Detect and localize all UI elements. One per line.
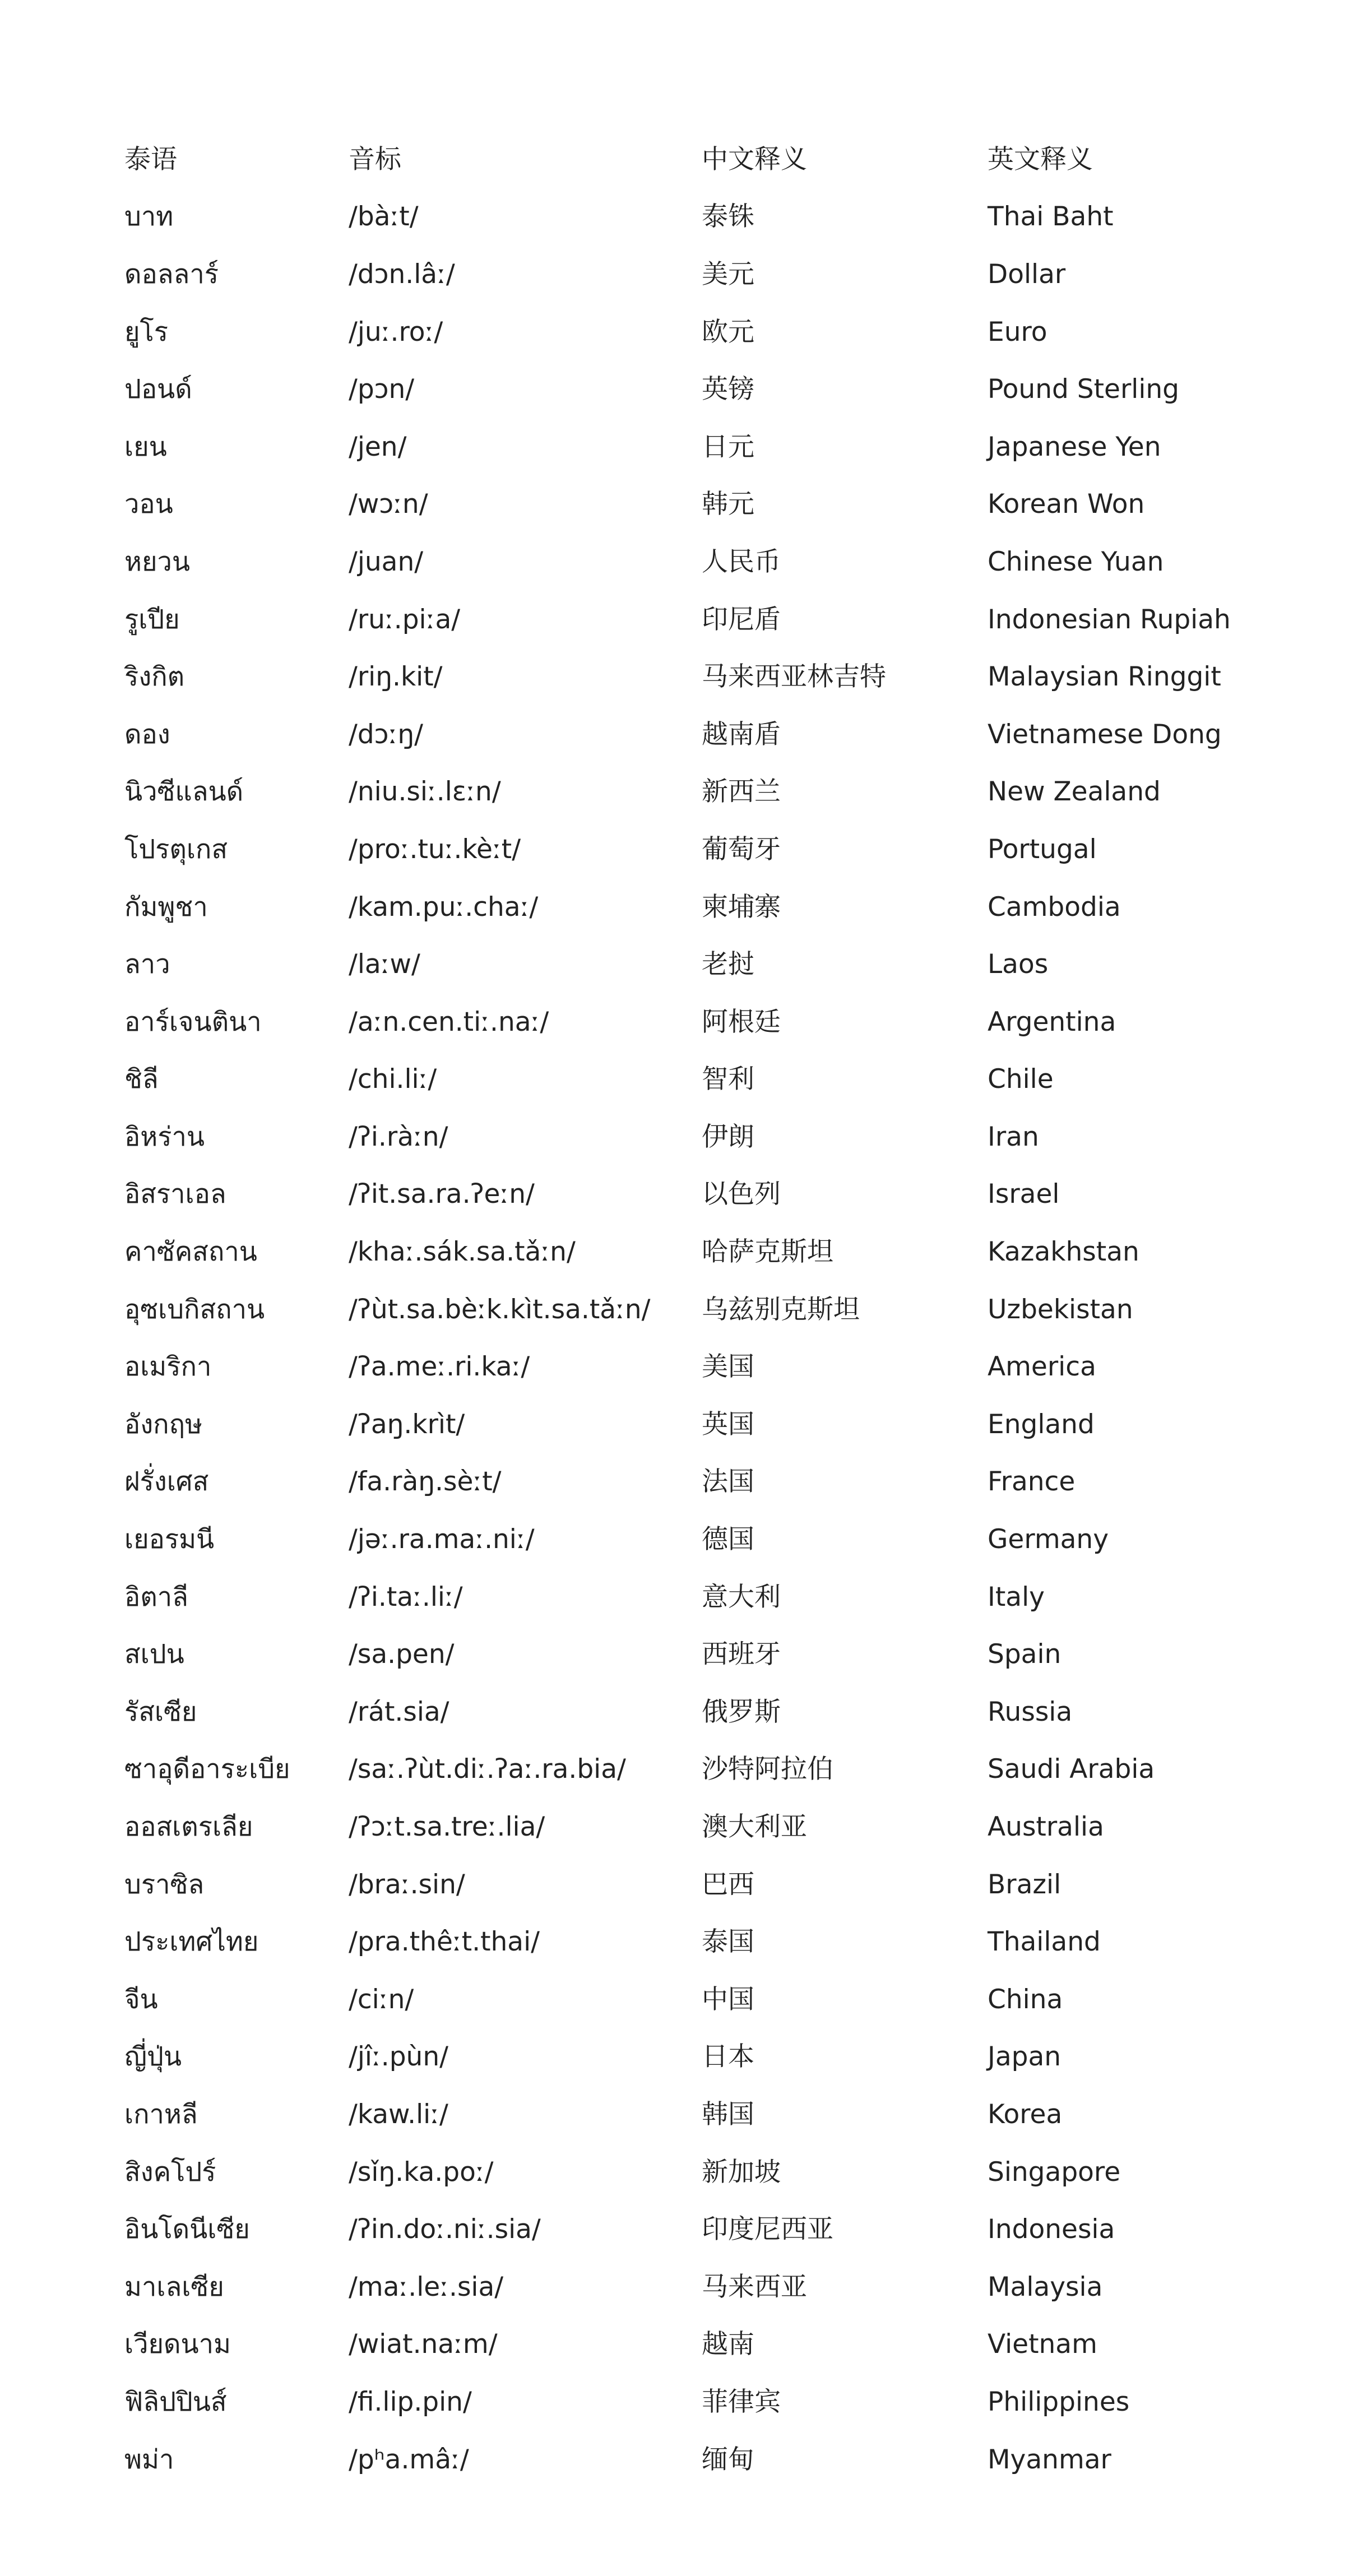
cell-phonetic: /juan/	[349, 546, 424, 577]
cell-thai: ซาอุดีอาระเบีย	[124, 1754, 290, 1785]
cell-chinese-meaning: 阿根廷	[702, 1006, 781, 1037]
cell-thai: รูเปีย	[124, 604, 180, 635]
cell-thai: ฝรั่งเศส	[124, 1466, 209, 1498]
cell-english-meaning: Myanmar	[988, 2444, 1111, 2475]
cell-phonetic: /dɔn.lâː/	[349, 258, 455, 290]
cell-phonetic: /kam.puː.chaː/	[349, 891, 539, 923]
cell-chinese-meaning: 英镑	[702, 374, 754, 405]
table-row	[124, 245, 1273, 303]
cell-phonetic: /pʰa.mâː/	[349, 2444, 469, 2475]
cell-thai: ลาว	[124, 949, 170, 980]
table-row	[124, 1568, 1273, 1626]
header-phonetic: 音标	[349, 143, 401, 175]
table-row	[124, 360, 1273, 418]
cell-english-meaning: Vietnam	[988, 2329, 1097, 2360]
cell-phonetic: /ʔi.taː.liː/	[349, 1581, 463, 1613]
table-row	[124, 1453, 1273, 1511]
cell-chinese-meaning: 人民币	[702, 546, 781, 577]
cell-phonetic: /jîː.pùn/	[349, 2041, 448, 2073]
cell-chinese-meaning: 新西兰	[702, 776, 781, 808]
cell-chinese-meaning: 日元	[702, 431, 754, 462]
header-thai: 泰语	[124, 143, 177, 175]
cell-chinese-meaning: 缅甸	[702, 2444, 754, 2475]
cell-chinese-meaning: 葡萄牙	[702, 833, 781, 865]
cell-english-meaning: Malaysia	[988, 2271, 1103, 2302]
cell-phonetic: /khaː.sák.sa.tǎːn/	[349, 1236, 576, 1268]
cell-thai: สิงคโปร์	[124, 2156, 216, 2188]
cell-chinese-meaning: 英国	[702, 1409, 754, 1440]
cell-chinese-meaning: 德国	[702, 1524, 754, 1555]
cell-chinese-meaning: 柬埔寨	[702, 891, 781, 923]
cell-chinese-meaning: 澳大利亚	[702, 1811, 807, 1843]
table-row	[124, 1108, 1273, 1166]
cell-phonetic: /ʔit.sa.ra.ʔeːn/	[349, 1179, 535, 1210]
cell-phonetic: /ʔi.ràːn/	[349, 1121, 448, 1152]
cell-chinese-meaning: 西班牙	[702, 1639, 781, 1670]
cell-thai: บาท	[124, 201, 174, 233]
table-row	[124, 418, 1273, 476]
table-row	[124, 533, 1273, 591]
cell-phonetic: /ʔɔːt.sa.treː.lia/	[349, 1811, 545, 1843]
cell-chinese-meaning: 印度尼西亚	[702, 2214, 833, 2245]
cell-chinese-meaning: 智利	[702, 1064, 754, 1095]
cell-thai: มาเลเซีย	[124, 2271, 224, 2302]
table-row	[124, 1396, 1273, 1453]
table-row	[124, 1223, 1273, 1281]
cell-thai: ริงกิต	[124, 661, 185, 693]
cell-english-meaning: Uzbekistan	[988, 1294, 1133, 1325]
cell-thai: ยูโร	[124, 316, 169, 348]
cell-phonetic: /jen/	[349, 431, 407, 462]
cell-thai: ฟิลิปปินส์	[124, 2386, 227, 2417]
cell-english-meaning: Korean Won	[988, 489, 1145, 520]
cell-chinese-meaning: 泰铢	[702, 201, 754, 233]
table-row	[124, 1971, 1273, 2028]
cell-chinese-meaning: 美元	[702, 258, 754, 290]
cell-chinese-meaning: 伊朗	[702, 1121, 754, 1152]
cell-english-meaning: New Zealand	[988, 776, 1161, 808]
cell-phonetic: /braː.sin/	[349, 1869, 465, 1900]
cell-phonetic: /niu.siː.lɛːn/	[349, 776, 501, 808]
cell-english-meaning: Dollar	[988, 258, 1066, 290]
cell-english-meaning: Iran	[988, 1121, 1039, 1152]
table-row	[124, 2431, 1273, 2489]
cell-phonetic: /proː.tuː.kèːt/	[349, 833, 521, 865]
cell-english-meaning: Argentina	[988, 1006, 1116, 1037]
cell-phonetic: /ʔùt.sa.bèːk.kìt.sa.tǎːn/	[349, 1294, 651, 1325]
table-row	[124, 763, 1273, 821]
cell-thai: หยวน	[124, 546, 191, 577]
cell-phonetic: /kaw.liː/	[349, 2098, 448, 2130]
table-row	[124, 1798, 1273, 1856]
cell-phonetic: /ʔaŋ.krìt/	[349, 1409, 465, 1440]
cell-phonetic: /ciːn/	[349, 1984, 414, 2015]
cell-phonetic: /ʔin.doː.niː.sia/	[349, 2214, 541, 2245]
cell-english-meaning: Pound Sterling	[988, 374, 1180, 405]
cell-chinese-meaning: 马来西亚林吉特	[702, 661, 886, 693]
cell-thai: ญี่ปุ่น	[124, 2041, 182, 2073]
cell-chinese-meaning: 意大利	[702, 1581, 781, 1613]
cell-thai: อิตาลี	[124, 1581, 188, 1613]
cell-chinese-meaning: 越南盾	[702, 719, 781, 750]
cell-thai: อิหร่าน	[124, 1121, 205, 1152]
cell-english-meaning: Brazil	[988, 1869, 1062, 1900]
table-row	[124, 1625, 1273, 1683]
table-row	[124, 935, 1273, 993]
cell-thai: อุซเบกิสถาน	[124, 1294, 265, 1325]
cell-english-meaning: America	[988, 1351, 1096, 1383]
cell-chinese-meaning: 乌兹别克斯坦	[702, 1294, 860, 1325]
cell-thai: รัสเซีย	[124, 1696, 197, 1727]
cell-phonetic: /pra.thêːt.thai/	[349, 1926, 540, 1958]
table-row	[124, 2028, 1273, 2086]
cell-chinese-meaning: 中国	[702, 1984, 754, 2015]
vocabulary-table	[124, 131, 1273, 2488]
cell-chinese-meaning: 韩元	[702, 489, 754, 520]
cell-thai: อินโดนีเซีย	[124, 2214, 250, 2245]
cell-thai: โปรตุเกส	[124, 833, 228, 865]
table-row	[124, 706, 1273, 763]
cell-thai: คาซัคสถาน	[124, 1236, 257, 1268]
cell-english-meaning: Italy	[988, 1581, 1045, 1613]
table-row	[124, 1338, 1273, 1396]
cell-chinese-meaning: 泰国	[702, 1926, 754, 1958]
table-row	[124, 1281, 1273, 1338]
cell-phonetic: /bàːt/	[349, 201, 419, 233]
cell-english-meaning: Israel	[988, 1179, 1060, 1210]
table-row	[124, 648, 1273, 706]
table-row	[124, 1741, 1273, 1799]
table-row	[124, 188, 1273, 246]
header-english-meaning: 英文释义	[988, 143, 1093, 175]
cell-english-meaning: Japan	[988, 2041, 1062, 2073]
table-row	[124, 878, 1273, 936]
cell-english-meaning: Thailand	[988, 1926, 1101, 1958]
cell-english-meaning: Germany	[988, 1524, 1109, 1555]
cell-chinese-meaning: 马来西亚	[702, 2271, 807, 2302]
table-header	[124, 131, 1273, 188]
cell-english-meaning: Saudi Arabia	[988, 1754, 1155, 1785]
cell-thai: อเมริกา	[124, 1351, 212, 1383]
cell-thai: พม่า	[124, 2444, 174, 2475]
cell-thai: ชิลี	[124, 1064, 159, 1095]
table-row	[124, 2316, 1273, 2374]
cell-english-meaning: Russia	[988, 1696, 1073, 1727]
table-row	[124, 1051, 1273, 1109]
cell-chinese-meaning: 韩国	[702, 2098, 754, 2130]
header-row	[124, 131, 1273, 188]
cell-phonetic: /fi.lip.pin/	[349, 2386, 472, 2417]
table-row	[124, 821, 1273, 878]
table-row	[124, 2373, 1273, 2431]
cell-chinese-meaning: 俄罗斯	[702, 1696, 781, 1727]
cell-phonetic: /dɔːŋ/	[349, 719, 423, 750]
cell-english-meaning: Thai Baht	[988, 201, 1114, 233]
cell-phonetic: /ʔa.meː.ri.kaː/	[349, 1351, 530, 1383]
table-row	[124, 1511, 1273, 1568]
cell-thai: ปอนด์	[124, 374, 192, 405]
cell-english-meaning: Chile	[988, 1064, 1054, 1095]
table-row	[124, 2143, 1273, 2201]
cell-chinese-meaning: 越南	[702, 2329, 754, 2360]
cell-english-meaning: Spain	[988, 1639, 1062, 1670]
cell-thai: กัมพูชา	[124, 891, 208, 923]
cell-english-meaning: Singapore	[988, 2156, 1121, 2188]
cell-chinese-meaning: 法国	[702, 1466, 754, 1498]
cell-phonetic: /maː.leː.sia/	[349, 2271, 504, 2302]
cell-thai: เยน	[124, 431, 167, 462]
cell-english-meaning: Portugal	[988, 833, 1097, 865]
cell-chinese-meaning: 欧元	[702, 316, 754, 348]
cell-thai: นิวซีแลนด์	[124, 776, 244, 808]
cell-thai: ดอลลาร์	[124, 258, 219, 290]
cell-thai: เวียดนาม	[124, 2329, 231, 2360]
cell-english-meaning: Indonesia	[988, 2214, 1115, 2245]
cell-phonetic: /wiat.naːm/	[349, 2329, 498, 2360]
cell-phonetic: /wɔːn/	[349, 489, 428, 520]
cell-chinese-meaning: 菲律宾	[702, 2386, 781, 2417]
table-body	[124, 188, 1273, 2489]
header-chinese-meaning: 中文释义	[702, 143, 807, 175]
cell-chinese-meaning: 新加坡	[702, 2156, 781, 2188]
cell-thai: ประเทศไทย	[124, 1926, 259, 1958]
cell-phonetic: /saː.ʔùt.diː.ʔaː.ra.bia/	[349, 1754, 626, 1785]
cell-thai: วอน	[124, 489, 173, 520]
cell-thai: ดอง	[124, 719, 170, 750]
cell-english-meaning: Cambodia	[988, 891, 1121, 923]
cell-english-meaning: China	[988, 1984, 1063, 2015]
cell-thai: สเปน	[124, 1639, 184, 1670]
cell-thai: อิสราเอล	[124, 1179, 226, 1210]
cell-english-meaning: Laos	[988, 949, 1049, 980]
cell-phonetic: /chi.liː/	[349, 1064, 437, 1095]
cell-chinese-meaning: 老挝	[702, 949, 754, 980]
cell-phonetic: /fa.ràŋ.sèːt/	[349, 1466, 502, 1498]
cell-english-meaning: Malaysian Ringgit	[988, 661, 1221, 693]
cell-english-meaning: Kazakhstan	[988, 1236, 1139, 1268]
table-row	[124, 993, 1273, 1051]
cell-phonetic: /laːw/	[349, 949, 420, 980]
cell-english-meaning: Australia	[988, 1811, 1104, 1843]
cell-phonetic: /ruː.piːa/	[349, 604, 461, 635]
cell-chinese-meaning: 以色列	[702, 1179, 781, 1210]
cell-english-meaning: Chinese Yuan	[988, 546, 1164, 577]
table-row	[124, 2086, 1273, 2143]
cell-english-meaning: Euro	[988, 316, 1047, 348]
cell-english-meaning: Japanese Yen	[988, 431, 1161, 462]
cell-english-meaning: France	[988, 1466, 1076, 1498]
table-row	[124, 1166, 1273, 1224]
table-row	[124, 2258, 1273, 2316]
cell-english-meaning: Philippines	[988, 2386, 1130, 2417]
cell-phonetic: /sa.pen/	[349, 1639, 455, 1670]
table-row	[124, 476, 1273, 534]
cell-english-meaning: Indonesian Rupiah	[988, 604, 1231, 635]
cell-english-meaning: Vietnamese Dong	[988, 719, 1222, 750]
cell-chinese-meaning: 美国	[702, 1351, 754, 1383]
table-row	[124, 2200, 1273, 2258]
table-row	[124, 1913, 1273, 1971]
cell-thai: ออสเตรเลีย	[124, 1811, 253, 1843]
cell-thai: เกาหลี	[124, 2098, 198, 2130]
table-row	[124, 1683, 1273, 1741]
cell-chinese-meaning: 印尼盾	[702, 604, 781, 635]
table-row	[124, 591, 1273, 648]
cell-chinese-meaning: 日本	[702, 2041, 754, 2073]
cell-thai: บราซิล	[124, 1869, 205, 1900]
cell-english-meaning: England	[988, 1409, 1095, 1440]
table-row	[124, 303, 1273, 361]
cell-phonetic: /aːn.cen.tiː.naː/	[349, 1006, 549, 1037]
cell-phonetic: /rát.sia/	[349, 1696, 449, 1727]
cell-phonetic: /pɔn/	[349, 374, 415, 405]
cell-chinese-meaning: 沙特阿拉伯	[702, 1754, 833, 1785]
cell-chinese-meaning: 哈萨克斯坦	[702, 1236, 833, 1268]
cell-phonetic: /juː.roː/	[349, 316, 443, 348]
cell-english-meaning: Korea	[988, 2098, 1063, 2130]
cell-chinese-meaning: 巴西	[702, 1869, 754, 1900]
cell-thai: จีน	[124, 1984, 158, 2015]
cell-thai: เยอรมนี	[124, 1524, 215, 1555]
cell-thai: อังกฤษ	[124, 1409, 203, 1440]
cell-phonetic: /jəː.ra.maː.niː/	[349, 1524, 535, 1555]
cell-phonetic: /riŋ.kit/	[349, 661, 443, 693]
table-row	[124, 1856, 1273, 1914]
cell-thai: อาร์เจนตินา	[124, 1006, 262, 1037]
cell-phonetic: /sǐŋ.ka.poː/	[349, 2156, 494, 2188]
